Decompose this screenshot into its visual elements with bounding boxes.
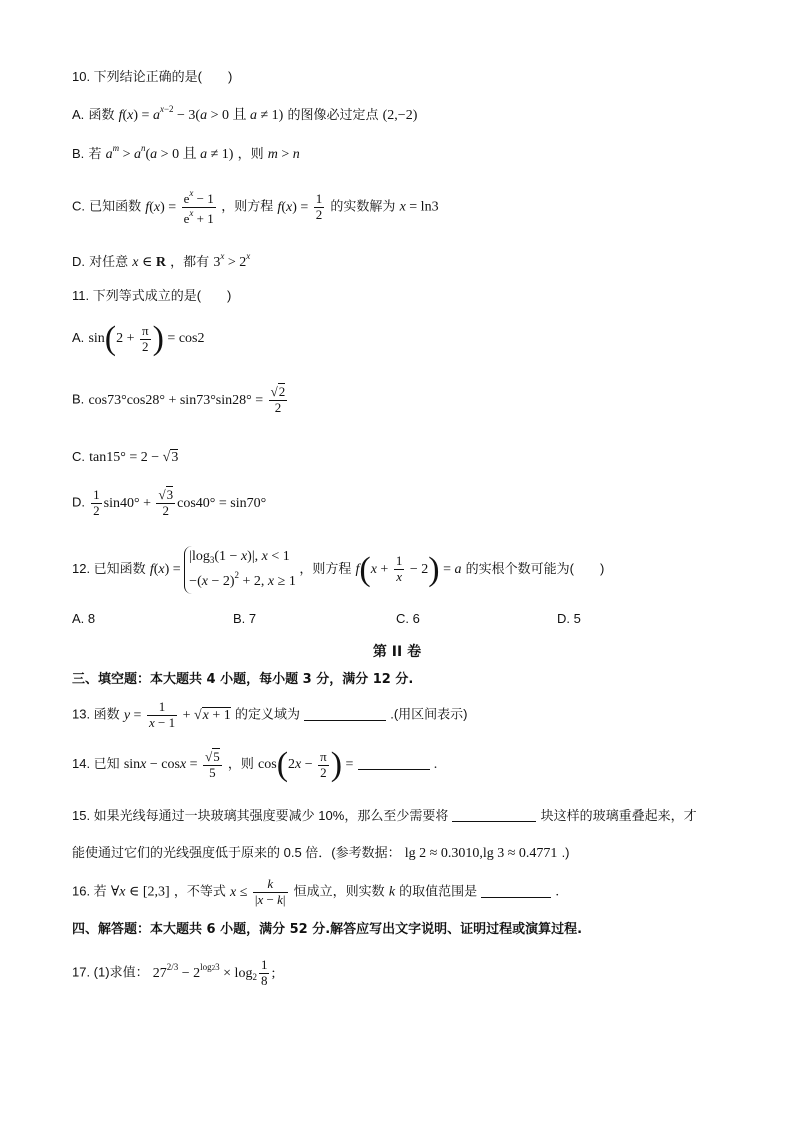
q15-line1: 15. 如果光线每通过一块玻璃其强度要减少 10%，那么至少需要将 块这样的玻璃重叠起来，才 [72, 808, 697, 823]
q12-option-a: A. 8 [72, 611, 96, 626]
q11-option-a: A. sin(2 + $\frac{\pi}{2}$ ) = cos2 [72, 320, 205, 357]
section-3-heading: 三、填空题：本大题共 4 小题，每小题 3 分，满分 12 分. [72, 672, 414, 687]
section-4-heading: 四、解答题：本大题共 6 小题，满分 52 分.解答应写出文字说明、证明过程或演算过程. [72, 922, 583, 937]
q12-option-b: B. 7 [233, 611, 257, 626]
q12-option-d: D. 5 [557, 611, 581, 626]
q11-stem: 11. 下列等式成立的是( ) [72, 288, 232, 303]
q10-option-b: B. 若 $a^m > a^n(a > 0$ 且 a ≠ 1) ，则 m > n [72, 143, 300, 162]
answer-blank[interactable] [481, 885, 551, 898]
q14: 14. 已知 sinx − cosx = $\frac{√5}{5}$ ，则 cos(2x − $\frac{\pi}{2}$ ) = . [72, 746, 438, 783]
q10-option-d: D. 对任意 x ∈ R ，都有 $3^x > 2^x$ [72, 251, 251, 270]
answer-blank[interactable] [358, 757, 430, 770]
q16: 16. 若 ∀x ∈ [2,3] ，不等式 x ≤ $\frac{k}{|x - k|}$ 恒成立，则实数 k 的取值范围是 . [72, 876, 559, 907]
q10-stem: 10. 下列结论正确的是( ) [72, 69, 233, 84]
q12-option-c: C. 6 [396, 611, 420, 626]
q10-option-c: C. 已知函数 f(x) = $\frac{e^x - 1}{e^x + 1}$ ，则方程 f(x) = $\frac{1}{2}$ 的实数解为 x = ln3 [72, 188, 439, 226]
option-label: A. [72, 107, 85, 122]
answer-blank[interactable] [304, 708, 386, 721]
q11-option-b: B. cos73°cos28° + sin73°sin28° = $\frac{√2}{2}$ [72, 384, 286, 415]
q17: 17. (1)求值： $27^{2/3} - 2^{log23} \times \log_2$ $\frac{1}{8}$ ; [72, 957, 276, 988]
answer-blank[interactable] [452, 809, 536, 822]
q11-option-c: C. tan15° = 2 − √3 [72, 449, 179, 465]
q12-stem: 12. 已知函数 $f(x) = |\log_3(1 - x)|$, x < 1 $-(x - 2)^2 + 2$, x ≥ 1 ，则方程 f(x + $\frac{1}{x}$ − 2) = a 的实根个数可能为( ) [72, 546, 604, 594]
q13: 13. 函数 y = $\frac{1}{x - 1}$ + √x + 1 的定义域为 .(用区间表示) [72, 699, 468, 730]
q15-line2: 能使通过它们的光线强度低于原来的 0.5 倍．(参考数据： lg 2 ≈ 0.3010,lg 3 ≈ 0.4771 .) [72, 845, 570, 861]
q11-option-d: D. $\frac{1}{2}$ sin40° + $\frac{√3}{2}$ cos40° = sin70° [72, 487, 267, 518]
fixed-point: (2,−2) [382, 108, 418, 123]
part2-title: 第 II 卷 [372, 644, 422, 660]
q10-option-a: A. 函数 $f(x) = a^{x-2} - 3(a > 0$ 且 a ≠ 1) 的图像必过定点 (2,−2) [72, 104, 418, 123]
